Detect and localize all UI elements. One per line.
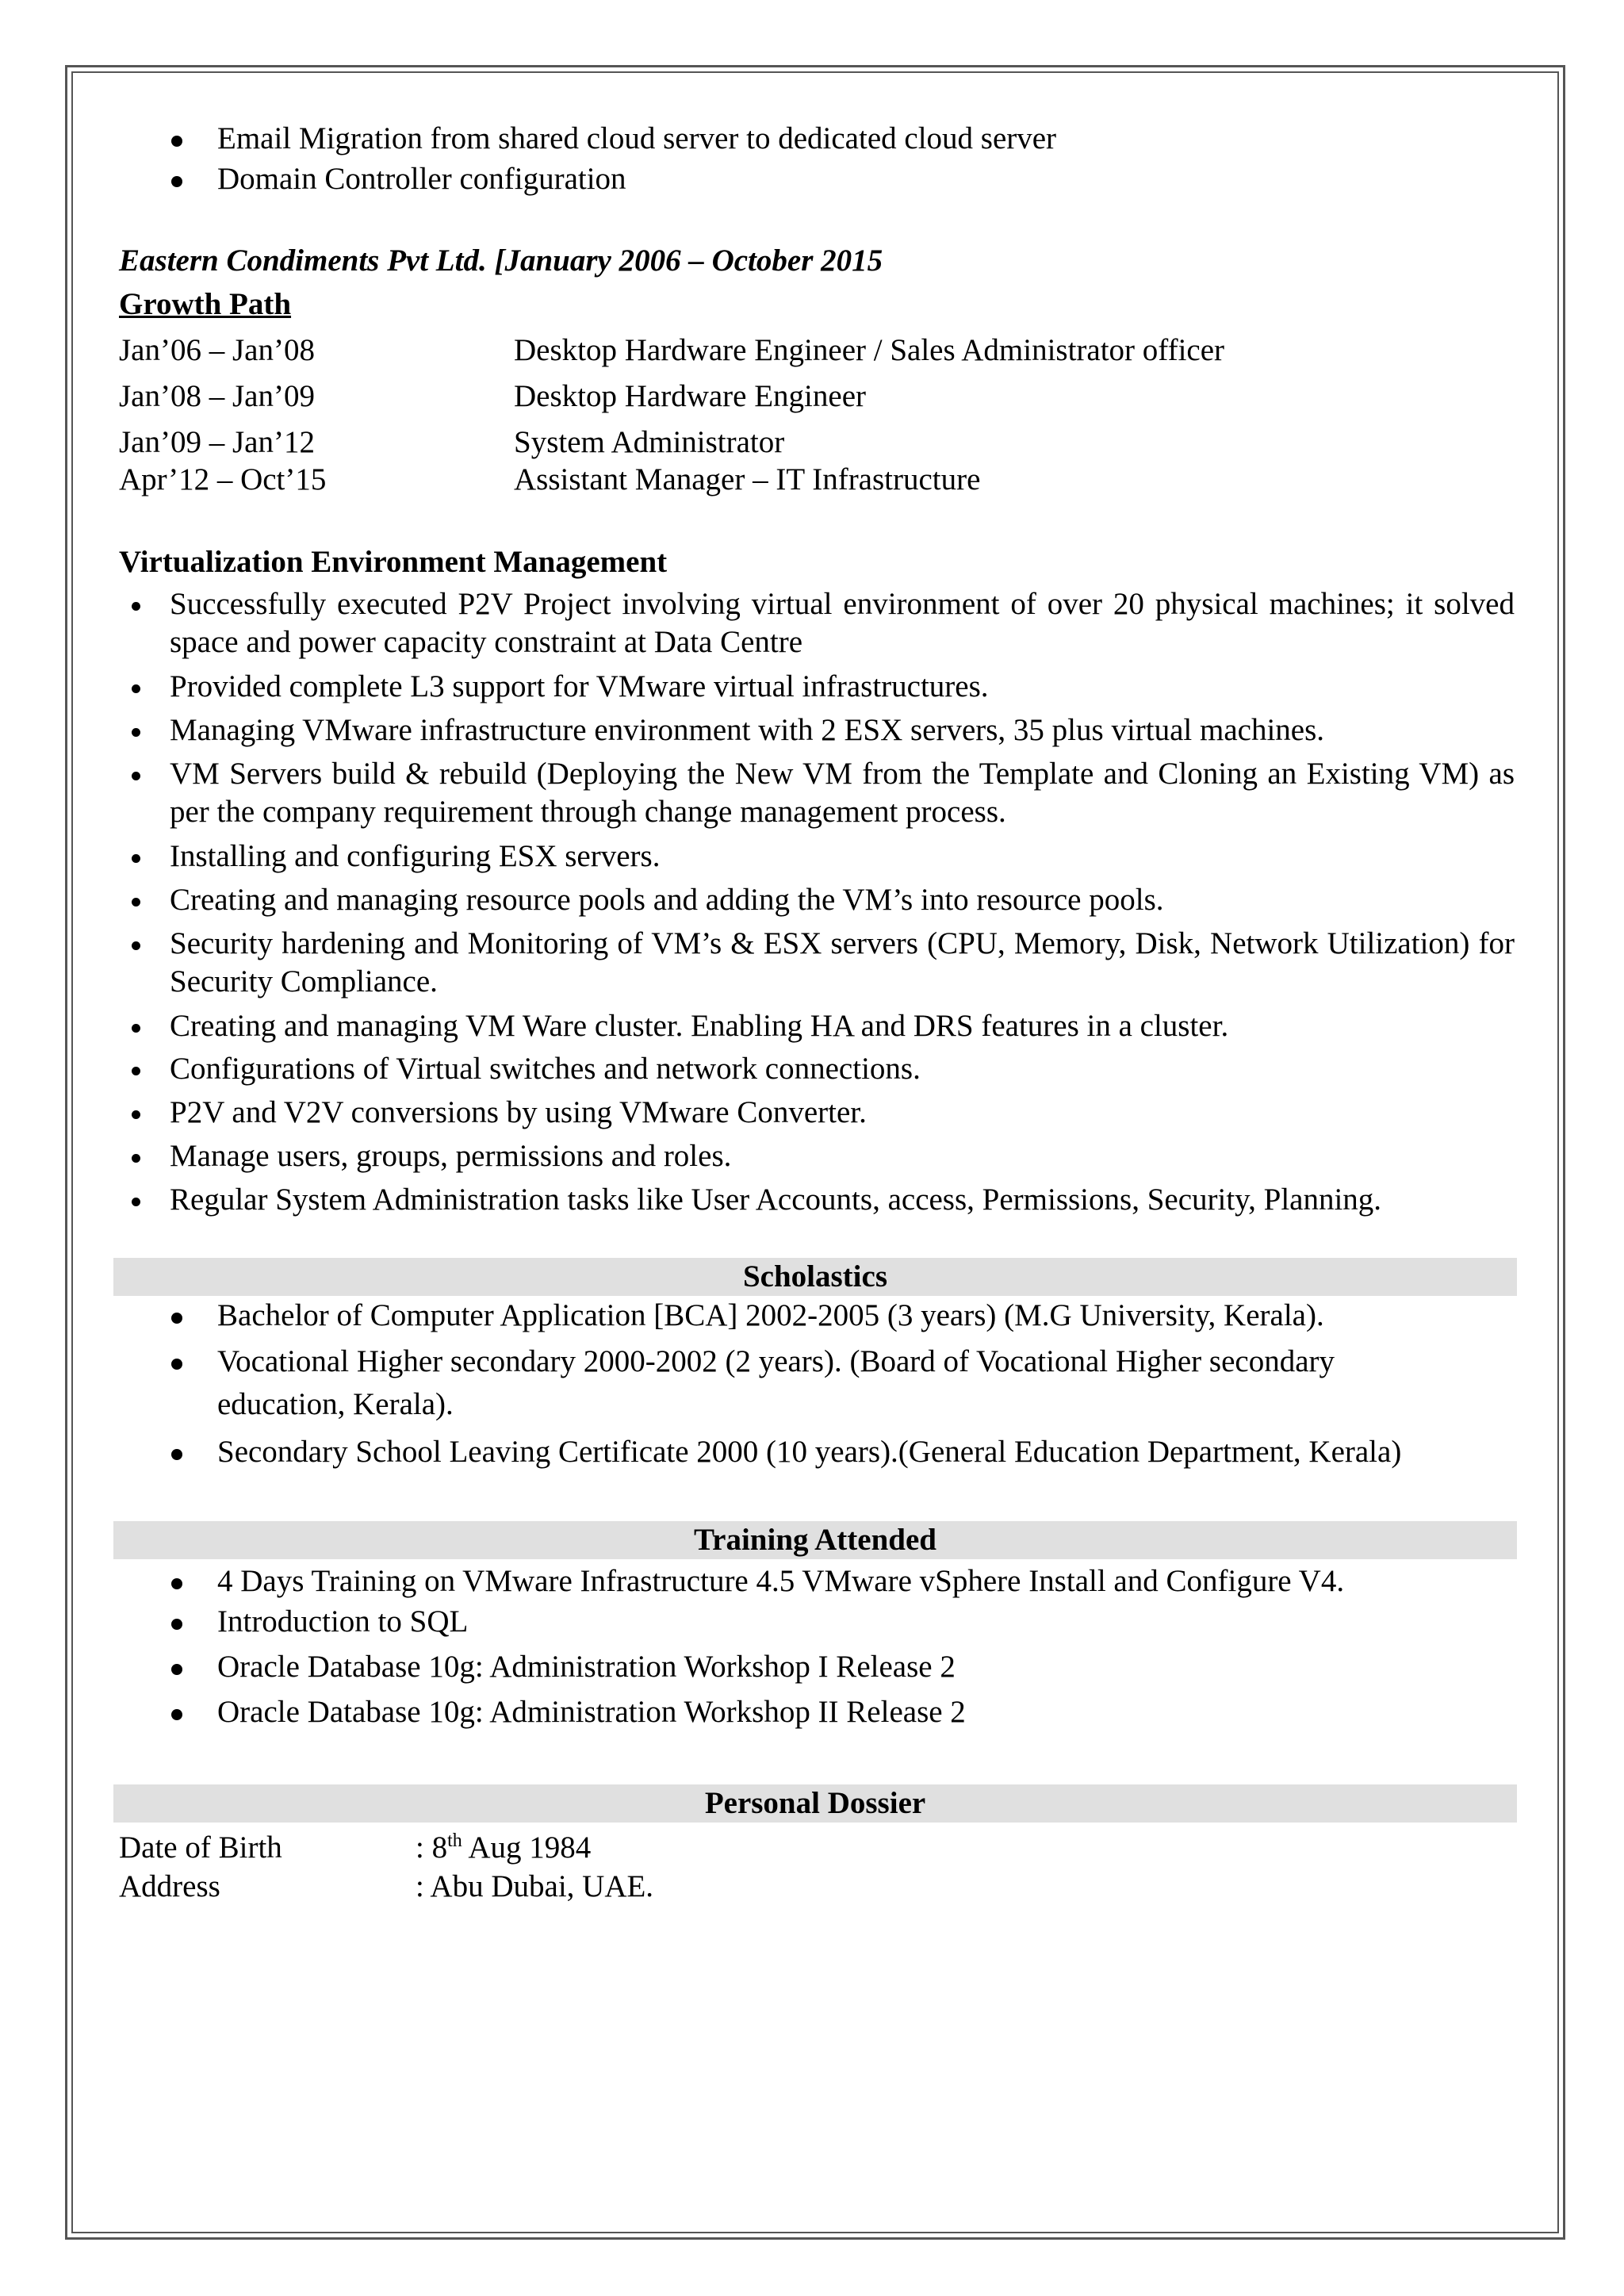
list-item: Introduction to SQL: [217, 1604, 469, 1639]
dob-suffix: Aug 1984: [462, 1830, 592, 1865]
scholastics-heading: Scholastics: [742, 1259, 887, 1294]
list-item: Creating and managing resource pools and adding the VM’s into resource pools.: [170, 883, 1164, 917]
list-item: Successfully executed P2V Project involving virtual environment of over 20 physical machines; it solved space and power capacity constraint at Data Centre: [170, 587, 1515, 659]
bullet: [132, 1024, 140, 1033]
bullet: [132, 728, 140, 737]
list-item: Security hardening and Monitoring of VM’s & ESX servers (CPU, Memory, Disk, Network Utilization) for Security Compliance.: [170, 926, 1515, 999]
growth-period: Jan’09 – Jan’12: [119, 425, 315, 459]
bullet: [132, 684, 140, 693]
dob-value: [416, 1830, 591, 1866]
address-label: Address: [119, 1869, 220, 1903]
bullet: [132, 1067, 140, 1075]
bullet: [132, 1154, 140, 1163]
bullet: [132, 1198, 140, 1206]
growth-role: Desktop Hardware Engineer / Sales Administrator officer: [514, 333, 1225, 367]
bullet: [132, 854, 140, 863]
dob-label: Date of Birth: [119, 1830, 282, 1865]
list-item: Manage users, groups, permissions and roles.: [170, 1139, 732, 1173]
virtualization-heading: Virtualization Environment Management: [119, 545, 668, 579]
employer-heading: Eastern Condiments Pvt Ltd. [January 2006 – October 2015: [119, 243, 883, 278]
list-item: Installing and configuring ESX servers.: [170, 839, 661, 873]
growth-role: Desktop Hardware Engineer: [514, 379, 866, 413]
bullet: [132, 772, 140, 780]
address-value: : Abu Dubai, UAE.: [416, 1869, 654, 1903]
personal-heading: Personal Dossier: [704, 1786, 926, 1820]
list-item: Vocational Higher secondary 2000-2002 (2 years). (Board of Vocational Higher secondary: [217, 1344, 1335, 1378]
dob-ordinal: th: [447, 1830, 462, 1851]
bullet: [132, 1110, 140, 1119]
growth-period: Apr’12 – Oct’15: [119, 462, 327, 496]
list-item: Configurations of Virtual switches and network connections.: [170, 1052, 921, 1086]
bullet: [171, 136, 182, 147]
bullet: [171, 1313, 182, 1324]
growth-role: Assistant Manager – IT Infrastructure: [514, 462, 981, 496]
bullet: [132, 602, 140, 611]
list-item: Bachelor of Computer Application [BCA] 2002-2005 (3 years) (M.G University, Kerala).: [217, 1298, 1324, 1332]
bullet: [171, 1449, 182, 1460]
bullet: [132, 898, 140, 907]
growth-role: System Administrator: [514, 425, 785, 459]
list-item-continuation: education, Kerala).: [217, 1387, 454, 1421]
list-item: Oracle Database 10g: Administration Workshop I Release 2: [217, 1650, 956, 1684]
list-item: Managing VMware infrastructure environment with 2 ESX servers, 35 plus virtual machines.: [170, 713, 1325, 747]
dob-prefix: : 8: [416, 1830, 448, 1865]
list-item: Provided complete L3 support for VMware virtual infrastructures.: [170, 669, 989, 703]
growth-period: Jan’08 – Jan’09: [119, 379, 315, 413]
list-item: 4 Days Training on VMware Infrastructure 4.5 VMware vSphere Install and Configure V4.: [217, 1564, 1345, 1598]
list-item: Creating and managing VM Ware cluster. Enabling HA and DRS features in a cluster.: [170, 1009, 1229, 1043]
list-item: Email Migration from shared cloud server to dedicated cloud server: [217, 121, 1057, 155]
list-item: Regular System Administration tasks like User Accounts, access, Permissions, Security, Planning.: [170, 1182, 1382, 1217]
list-item: VM Servers build & rebuild (Deploying the New VM from the Template and Cloning an Existing VM) as per the company requirement through change management process.: [170, 757, 1515, 829]
bullet: [171, 176, 182, 187]
list-item: Domain Controller configuration: [217, 162, 626, 196]
bullet: [132, 941, 140, 950]
list-item: Oracle Database 10g: Administration Workshop II Release 2: [217, 1695, 966, 1729]
bullet: [171, 1709, 182, 1720]
training-heading: Training Attended: [694, 1523, 936, 1557]
bullet: [171, 1359, 182, 1370]
bullet: [171, 1664, 182, 1675]
list-item: P2V and V2V conversions by using VMware Converter.: [170, 1095, 867, 1129]
growth-path-label: Growth Path: [119, 287, 292, 321]
list-item: Secondary School Leaving Certificate 2000 (10 years).(General Education Department, Kerala): [217, 1435, 1402, 1469]
growth-period: Jan’06 – Jan’08: [119, 333, 315, 367]
bullet: [171, 1578, 182, 1589]
bullet: [171, 1619, 182, 1630]
